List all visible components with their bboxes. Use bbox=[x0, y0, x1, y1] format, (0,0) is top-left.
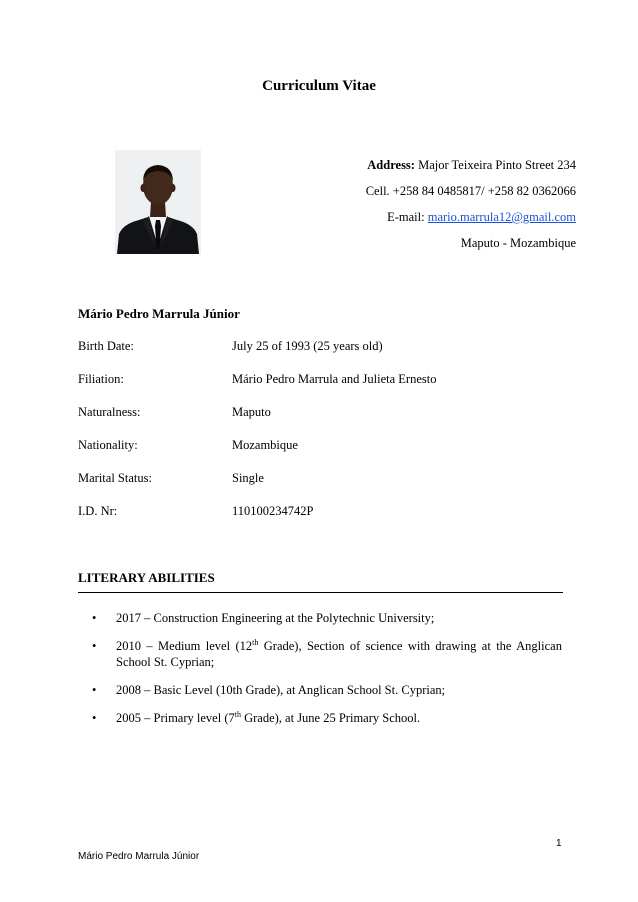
filiation-label: Filiation: bbox=[78, 372, 124, 386]
email-link[interactable]: mario.marrula12@gmail.com bbox=[427, 210, 576, 224]
abilities-list bbox=[92, 598, 562, 726]
section-divider bbox=[78, 592, 563, 593]
filiation-value: Mário Pedro Marrula and Julieta Ernesto bbox=[232, 372, 437, 386]
marital-status-label: Marital Status: bbox=[78, 471, 152, 485]
list-item-text-end: Grade), Section of science with drawing at the Anglican School St. Cyprian; bbox=[116, 639, 562, 669]
address-line bbox=[366, 152, 576, 178]
page-number: 1 bbox=[556, 838, 562, 849]
id-number-label: I.D. Nr: bbox=[78, 504, 118, 518]
bullet-icon: • bbox=[92, 639, 97, 653]
list-item-text-start: 2010 – Medium level (12 bbox=[116, 639, 253, 653]
address-label: Address: bbox=[367, 158, 415, 172]
list-item-text-end: Grade), at June 25 Primary School. bbox=[240, 711, 421, 725]
marital-status-value: Single bbox=[232, 471, 264, 485]
bullet-icon: • bbox=[92, 711, 97, 725]
naturalness-value: Maputo bbox=[232, 405, 271, 419]
city-line: Maputo - Mozambique bbox=[460, 236, 576, 250]
id-number-value: 110100234742P bbox=[232, 504, 314, 518]
cell-line: Cell. +258 84 0485817/ +258 82 0362066 bbox=[365, 184, 576, 198]
list-item bbox=[92, 638, 562, 670]
nationality-value: Mozambique bbox=[232, 438, 298, 452]
superscript: th bbox=[252, 637, 259, 647]
birth-date-label: Birth Date: bbox=[78, 339, 134, 353]
bullet-icon: • bbox=[92, 611, 97, 625]
list-item-text-start: 2005 – Primary level (7 bbox=[116, 711, 235, 725]
document-title: Curriculum Vitae bbox=[262, 78, 376, 94]
superscript: th bbox=[234, 709, 241, 719]
birth-date-value: July 25 of 1993 (25 years old) bbox=[232, 339, 383, 353]
list-item-text: 2008 – Basic Level (10th Grade), at Anglican School St. Cyprian; bbox=[116, 683, 446, 697]
profile-photo-image bbox=[115, 150, 201, 254]
person-name: Mário Pedro Marrula Júnior bbox=[78, 306, 240, 321]
email-line bbox=[366, 204, 576, 230]
section-title: LITERARY ABILITIES bbox=[78, 570, 215, 585]
bullet-icon: • bbox=[92, 683, 97, 697]
email-label: E-mail: bbox=[387, 210, 428, 224]
list-item bbox=[92, 710, 562, 726]
contact-block bbox=[366, 152, 576, 256]
list-item bbox=[92, 610, 562, 626]
profile-photo bbox=[115, 150, 201, 254]
list-item bbox=[92, 682, 562, 698]
footer-name: Mário Pedro Marrula Júnior bbox=[78, 851, 200, 862]
list-item-text: 2017 – Construction Engineering at the Polytechnic University; bbox=[116, 611, 435, 625]
nationality-label: Nationality: bbox=[78, 438, 138, 452]
address-value: Major Teixeira Pinto Street 234 bbox=[418, 158, 576, 172]
naturalness-label: Naturalness: bbox=[78, 405, 141, 419]
